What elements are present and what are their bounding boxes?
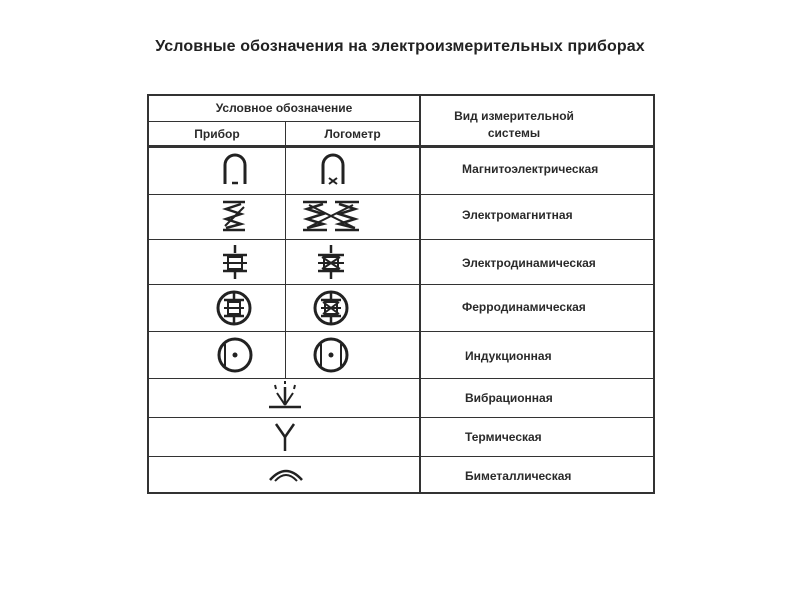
system-name: Электромагнитная [462,208,573,222]
header-system-type: Вид измерительной системы [454,109,574,140]
induction-logometer-icon [311,336,351,374]
divider-vertical-main [419,96,421,494]
header-symbol-group: Условное обозначение [215,101,353,115]
header-logometer: Логометр [324,127,381,141]
electrodynamic-logometer-icon [315,243,347,281]
system-name: Термическая [465,430,542,444]
vibration-icon [267,381,303,415]
system-name: Электродинамическая [462,256,596,270]
row-divider [149,378,653,379]
divider-header-bottom [149,145,653,148]
system-name: Биметаллическая [465,469,572,483]
electromagnetic-device-icon [221,198,247,234]
system-name: Индукционная [465,349,552,363]
electromagnetic-logometer-icon [301,198,361,234]
row-divider [149,284,653,285]
system-name: Ферродинамическая [462,300,586,314]
row-divider [149,456,653,457]
ferrodynamic-logometer-icon [312,289,350,327]
magnetoelectric-device-icon [221,152,249,188]
divider-header-sub [149,121,419,122]
bimetallic-icon [267,462,305,484]
row-divider [149,417,653,418]
row-divider [149,194,653,195]
page-title: Условные обозначения на электроизмерительных приборах [155,38,645,55]
row-divider [149,331,653,332]
ferrodynamic-device-icon [215,289,253,327]
thermal-icon [273,421,297,453]
row-divider [149,239,653,240]
divider-symbol-columns [285,148,286,378]
induction-device-icon [215,336,255,374]
symbols-table [147,94,655,494]
system-name: Вибрационная [465,391,553,405]
magnetoelectric-logometer-icon [319,152,347,188]
system-name: Магнитоэлектрическая [462,162,599,176]
electrodynamic-device-icon [221,243,249,281]
header-device: Прибор [194,127,240,141]
